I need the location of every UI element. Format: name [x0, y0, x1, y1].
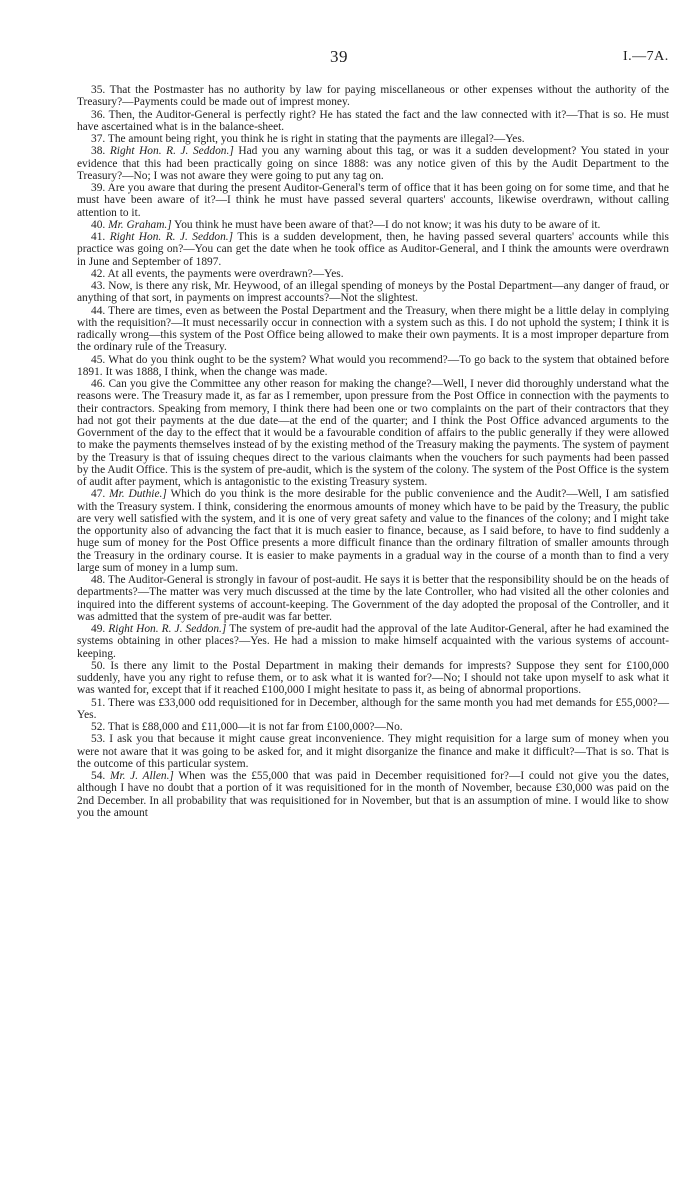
- speaker-name: Mr. Duthie.]: [109, 488, 167, 501]
- paragraph-text: 53. I ask you that because it might cause great inconvenience. They might requisition for a large sum of money when you were not aware that it was going to be asked for, and it might disorganize the finance and make it difficult?—That is so. That is the outcome of this particular system.: [77, 733, 669, 770]
- testimony-paragraph: [77, 623, 669, 660]
- speaker-name: Mr. J. Allen.]: [109, 770, 174, 782]
- question-number: 38.: [91, 145, 106, 158]
- paragraph-text: 37. The amount being right, you think he is right in stating that the payments are illegal?—Yes.: [91, 133, 525, 145]
- paragraph-text: The system of pre-audit had the approval of the late Auditor-General, after he had examined the systems obtaining in other places?—Yes. He had a mission to make himself acquainted with the various systems of account-keeping.: [77, 623, 669, 660]
- testimony-paragraph: [77, 133, 669, 145]
- paragraph-text: 45. What do you think ought to be the system? What would you recommend?—To go back to the system that obtained before 1891. It was 1888, I think, when the change was made.: [77, 353, 669, 378]
- testimony-paragraph: [77, 488, 669, 574]
- testimony-paragraph: [77, 268, 669, 280]
- paragraph-text: 35. That the Postmaster has no authority by law for paying miscellaneous or other expenses without the authority of the Treasury?—Payments could be made out of imprest money.: [77, 84, 669, 109]
- paragraph-text: 51. There was £33,000 odd requisitioned for in December, although for the same month you had met demands for £55,000?—Yes.: [77, 696, 669, 721]
- testimony-paragraph: [77, 109, 669, 134]
- paragraph-text: 42. At all events, the payments were overdrawn?—Yes.: [91, 267, 344, 280]
- paragraph-text: Which do you think is the more desirable for the public convenience and the Audit?—Well, I am satisfied with the Treasury system. I think, considering the enormous amounts of money which have to be paid by the Treasury, the public are very well satisfied with the system, and it is one of very great safety and value to the finances of the colony; and I might take the opportunity also of advancing the fact that it is much easier to finance, because, as I said before, to have to find suddenly a huge sum of money for the Post Office presents a more difficult finance than the ordinary filtration of smaller amounts through the Treasury in the ordinary course. It is easier to make payments in a gradual way in the course of a month than to find a very large sum of money in a lump sum.: [77, 488, 669, 574]
- testimony-paragraph: [77, 84, 669, 109]
- paragraph-text: 46. Can you give the Committee any other reason for making the change?—Well, I never did thoroughly understand what the reasons were. The Treasury made it, as far as I remember, upon pressure from the Post Office in connection with the payments to their contractors. Speaking from memory, I think there had been one or two complaints on the part of their contractors that they had not got their payments at the due date—at the end of the quarter; and I think the Post Office advanced arguments to the Government of the day to the effect that it would be a favourable condition of affairs to the public generally if they were allowed to make the payments themselves instead of by the existing method of the Treasury making the payments. The system of payment by the Treasury is that of issuing cheques direct to the various claimants when the vouchers for such payments had been passed by the Audit Office. This is the system of pre-audit, which is the system of the colony. The system of the Post Office is the system of audit after payment, which is antagonistic to the existing Treasury system.: [77, 378, 669, 488]
- testimony-paragraph: [77, 305, 669, 354]
- testimony-paragraph: [77, 697, 669, 722]
- paragraph-text: 48. The Auditor-General is strongly in favour of post-audit. He says it is better that the responsibility should be on the heads of departments?—The matter was very much discussed at the time by the late Controller, who had visited all the other colonies and inquired into the different systems of account-keeping. The Government of the day adopted the proposal of the Controller, and it was admitted that the system of pre-audit was far better.: [77, 574, 669, 623]
- page-number: 39: [330, 47, 348, 66]
- paragraph-text: 52. That is £88,000 and £11,000—it is not far from £100,000?—No.: [91, 721, 403, 733]
- paragraph-text: 39. Are you aware that during the present Auditor-General's term of office that it has been going on for some time, and that he must have been aware of it?—I think he must have passed several quarters' accounts, likewise overdrawn, without calling attention to it.: [77, 182, 669, 219]
- testimony-paragraph: [77, 770, 669, 819]
- paragraph-text: 36. Then, the Auditor-General is perfectly right? He has stated the fact and the law connected with it?—That is so. He must have ascertained what is in the balance-sheet.: [77, 108, 669, 133]
- question-number: 49.: [91, 623, 106, 635]
- paragraph-text: 43. Now, is there any risk, Mr. Heywood, of an illegal spending of moneys by the Postal Department—any danger of fraud, or anything of that sort, in payments on imprest accounts?—Not the slightest.: [77, 280, 669, 305]
- testimony-paragraph: [77, 182, 669, 219]
- speaker-name: Right Hon. R. J. Seddon.]: [108, 623, 227, 635]
- paragraph-text: Had you any warning about this tag, or was it a sudden development? You stated in your evidence that this had been practically going on since 1888: was any notice given of this by the Audit Department to the Treasury?—No; I was not aware they were going to put any tag on.: [77, 145, 669, 182]
- testimony-paragraph: [77, 231, 669, 268]
- testimony-paragraph: [77, 721, 669, 733]
- testimony-paragraph: [77, 354, 669, 379]
- testimony-paragraph: [77, 733, 669, 770]
- speaker-name: Mr. Graham.]: [108, 218, 172, 231]
- paragraph-text: 50. Is there any limit to the Postal Department in making their demands for imprests? Suppose they sent for £100,000 suddenly, have you any right to refuse them, or to ask what it is wanted for?—No; I should not take upon myself to ask what it was wanted for, except that if it reached £100,000 I might hesitate to pass it, as being of abnormal proportions.: [77, 659, 669, 697]
- document-body: [77, 84, 669, 819]
- speaker-name: Right Hon. R. J. Seddon.]: [109, 231, 234, 243]
- testimony-paragraph: [77, 660, 669, 697]
- speaker-name: Right Hon. R. J. Seddon.]: [109, 145, 234, 158]
- testimony-paragraph: [77, 378, 669, 488]
- testimony-paragraph: [77, 280, 669, 305]
- paragraph-text: 44. There are times, even as between the Postal Department and the Treasury, when there might be a little delay in complying with the requisition?—It must necessarily occur in connection with a system such as this. I do not uphold the system; I think it is radically wrong—this system of the Post Office being allowed to make their own payments. It is a most improper departure from the ordinary rule of the Treasury.: [77, 304, 669, 354]
- document-reference: I.—7A.: [623, 49, 669, 64]
- question-number: 54.: [91, 770, 106, 782]
- paragraph-text: This is a sudden development, then, he having passed several quarters' accounts while this practice was going on?—You can get the date when he took office as Auditor-General, and I think the amounts were overdrawn in June and September of 1897.: [77, 231, 669, 268]
- question-number: 41.: [91, 231, 106, 243]
- question-number: 40.: [91, 218, 106, 231]
- testimony-paragraph: [77, 145, 669, 182]
- paragraph-text: You think he must have been aware of that?—I do not know; it was his duty to be aware of it.: [174, 218, 601, 231]
- paragraph-text: When was the £55,000 that was paid in December requisitioned for?—I could not give you the dates, although I have no doubt that a portion of it was requisitioned for in the month of November, because £30,000 was paid on the 2nd December. In all probability that was requisitioned for in November, but that is an assumption of mine. I would like to show you the amount: [77, 770, 669, 819]
- testimony-paragraph: [77, 219, 669, 231]
- question-number: 47.: [91, 488, 106, 501]
- testimony-paragraph: [77, 574, 669, 623]
